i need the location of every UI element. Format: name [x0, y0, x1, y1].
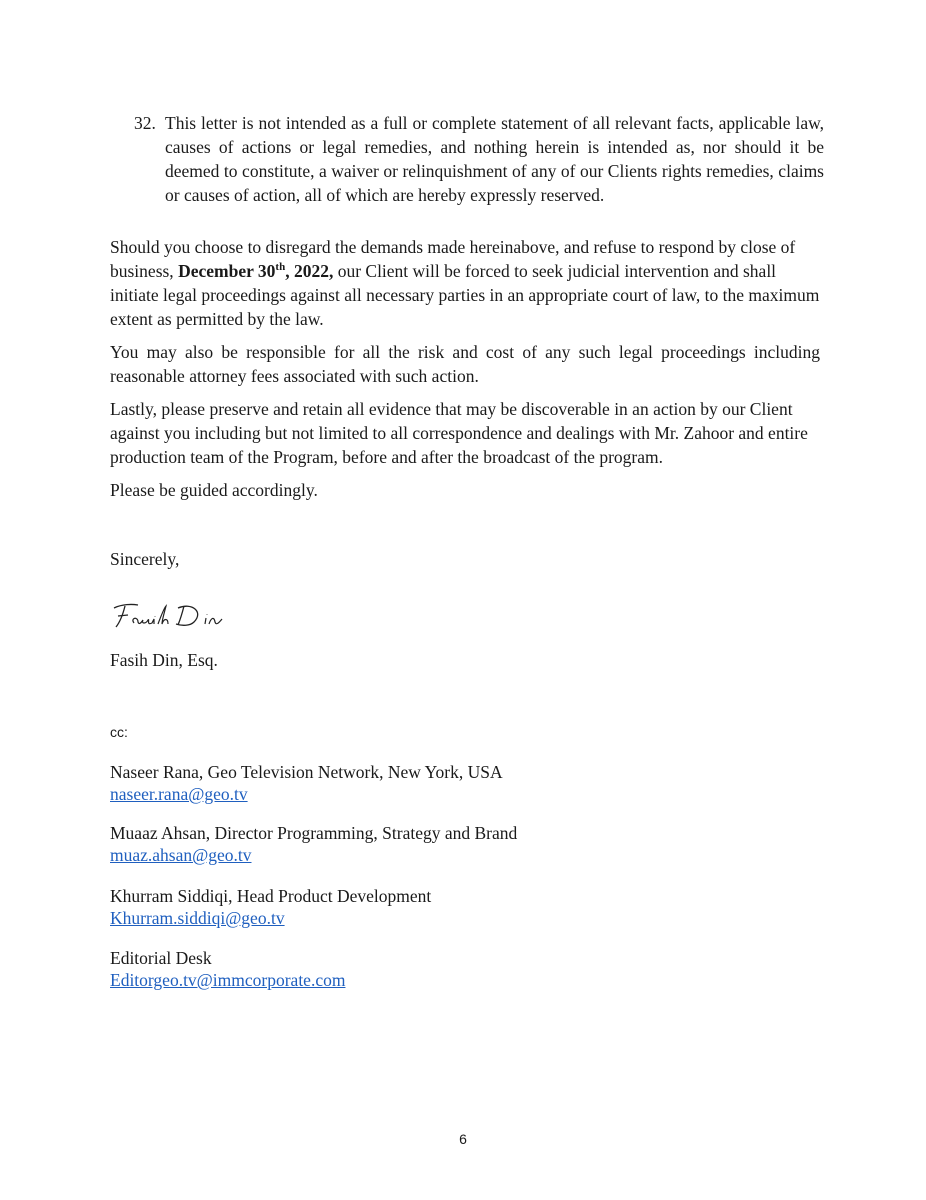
cc-entry — [110, 761, 810, 805]
cc-email-link[interactable]: muaz.ahsan@geo.tv — [110, 845, 252, 865]
closing: Sincerely, — [110, 549, 180, 569]
cc-email-link[interactable]: Editorgeo.tv@immcorporate.com — [110, 970, 346, 990]
paragraph-liability: You may also be responsible for all the risk and cost of any such legal proceedings including reasonable attorney fees associated with such action. — [110, 342, 820, 386]
cc-entry — [110, 822, 810, 866]
cc-label: cc: — [110, 724, 128, 740]
deadline-date: December 30th, 2022, — [178, 261, 334, 281]
numbered-item-32 — [134, 111, 824, 207]
cc-email-link[interactable]: naseer.rana@geo.tv — [110, 784, 248, 804]
paragraph-preserve-evidence: Lastly, please preserve and retain all evidence that may be discoverable in an action by our Client against you including but not limited to all correspondence and dealings with Mr. Zahoor and entire production team of the Program, before and after the broadcast of the program. — [110, 399, 808, 467]
cc-entry — [110, 947, 810, 991]
paragraph-guided: Please be guided accordingly. — [110, 480, 318, 500]
page-number: 6 — [459, 1131, 467, 1147]
item-text: This letter is not intended as a full or complete statement of all relevant facts, applicable law, causes of actions or legal remedies, and nothing herein is intended as, nor should it be deemed to constitute, a waiver or relinquishment of any of our Clients rights remedies, claims or causes of action, all of which are hereby expressly reserved. — [165, 113, 824, 205]
cc-name: Muaaz Ahsan, Director Programming, Strategy and Brand — [110, 823, 518, 843]
item-number: 32. — [134, 113, 156, 133]
cc-name: Naseer Rana, Geo Television Network, New York, USA — [110, 762, 503, 782]
cc-name: Editorial Desk — [110, 948, 212, 968]
paragraph-deadline — [110, 235, 820, 331]
cc-entry — [110, 885, 810, 929]
signer-name: Fasih Din, Esq. — [110, 650, 218, 670]
deadline-text-after: our Client will be forced to seek judicial intervention and shall initiate legal proceedings against all necessary parties in an appropriate court of law, to the maximum extent as permitted by the law. — [110, 261, 820, 329]
cc-email-link[interactable]: Khurram.siddiqi@geo.tv — [110, 908, 285, 928]
cc-name: Khurram Siddiqi, Head Product Development — [110, 886, 432, 906]
signature-image — [108, 596, 248, 632]
deadline-text-before: Should you choose to disregard the demands made hereinabove, and refuse to respond by close of business, — [110, 237, 796, 281]
